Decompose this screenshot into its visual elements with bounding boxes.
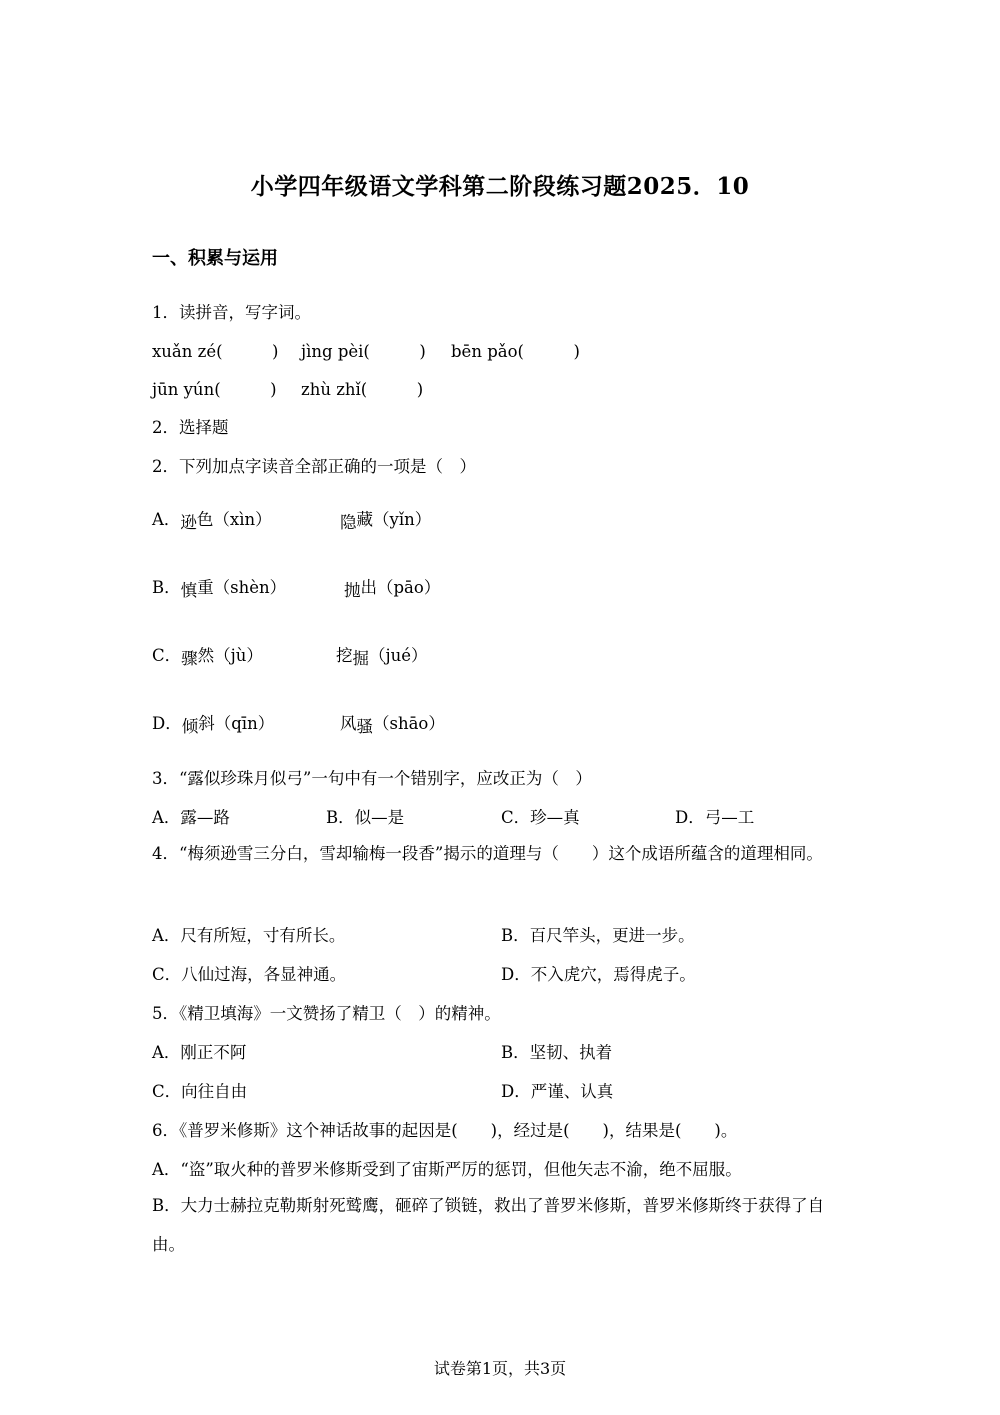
option-b: B．坚韧、执着 — [501, 1043, 613, 1062]
option-d: D．倾斜（qīn） — [152, 714, 275, 736]
option-d: D．弓—工 — [675, 808, 755, 827]
option-c: C．珍—真 — [501, 808, 580, 827]
option-a: A．尺有所短，寸有所长。 — [152, 926, 346, 945]
question-2-stem: 2．下列加点字读音全部正确的一项是（ ） — [152, 457, 476, 476]
option-b-word-2: 抛出（pāo） — [344, 578, 441, 600]
question-1-stem: 1．读拼音，写字词。 — [152, 303, 311, 322]
dotted-char: 掘 — [352, 649, 369, 668]
question-3-stem: 3．“露似珍珠月似弓”一句中有一个错别字，应改正为（ ） — [152, 769, 592, 788]
option-b: B．慎重（shèn） — [152, 578, 287, 600]
question-6-stem: 6．《普罗米修斯》这个神话故事的起因是( )，经过是( )，结果是( )。 — [152, 1121, 738, 1140]
dotted-char: 抛 — [344, 581, 361, 600]
question-5-stem: 5．《精卫填海》一文赞扬了精卫（ ）的精神。 — [152, 1004, 501, 1023]
option-a: A．“盗”取火种的普罗米修斯受到了宙斯严厉的惩罚，但他矢志不渝，绝不屈服。 — [152, 1160, 742, 1179]
question-2-heading: 2．选择题 — [152, 418, 229, 437]
page-footer: 试卷第1页，共3页 — [433, 1359, 567, 1378]
option-d: D．严谨、认真 — [501, 1082, 614, 1101]
option-a: A．逊色（xìn） — [152, 510, 272, 532]
option-b: B．大力士赫拉克勒斯射死鹫鹰，砸碎了锁链，救出了普罗米修斯，普罗米修斯终于获得了自由。 — [152, 1196, 825, 1254]
pinyin-item: jūn yún( ) — [152, 380, 277, 399]
option-c-word-2: 挖掘（jué） — [336, 646, 428, 668]
option-d-word-2: 风骚（shāo） — [340, 714, 445, 736]
option-c: C．向往自由 — [152, 1082, 248, 1101]
option-b: B．百尺竿头，更进一步。 — [501, 926, 695, 945]
pinyin-item: zhù zhǐ( ) — [301, 380, 424, 399]
question-4-stem: 4．“梅须逊雪三分白，雪却输梅一段香”揭示的道理与（ ）这个成语所蕴含的道理相同。 — [152, 844, 823, 863]
dotted-char: 骚 — [356, 717, 373, 736]
option-b: B．似—是 — [326, 808, 405, 827]
dotted-char: 慎 — [180, 581, 198, 600]
pinyin-item: jìng pèi( ) — [301, 342, 426, 361]
option-a: A．露—路 — [152, 808, 230, 827]
dotted-char: 隐 — [340, 513, 357, 532]
option-a: A．刚正不阿 — [152, 1043, 247, 1062]
pinyin-item: bēn pǎo( ) — [451, 342, 580, 361]
dotted-char: 逊 — [180, 513, 197, 532]
option-a-word-2: 隐藏（yǐn） — [340, 510, 432, 532]
option-d: D．不入虎穴，焉得虎子。 — [501, 965, 696, 984]
section-heading: 一、积累与运用 — [152, 248, 278, 269]
option-c: C．八仙过海，各显神通。 — [152, 965, 347, 984]
dotted-char: 倾 — [181, 717, 199, 736]
option-c: C．骤然（jù） — [152, 646, 263, 668]
page-title: 小学四年级语文学科第二阶段练习题2025．10 — [250, 173, 750, 200]
dotted-char: 骤 — [181, 649, 198, 668]
pinyin-item: xuǎn zé( ) — [152, 342, 279, 361]
